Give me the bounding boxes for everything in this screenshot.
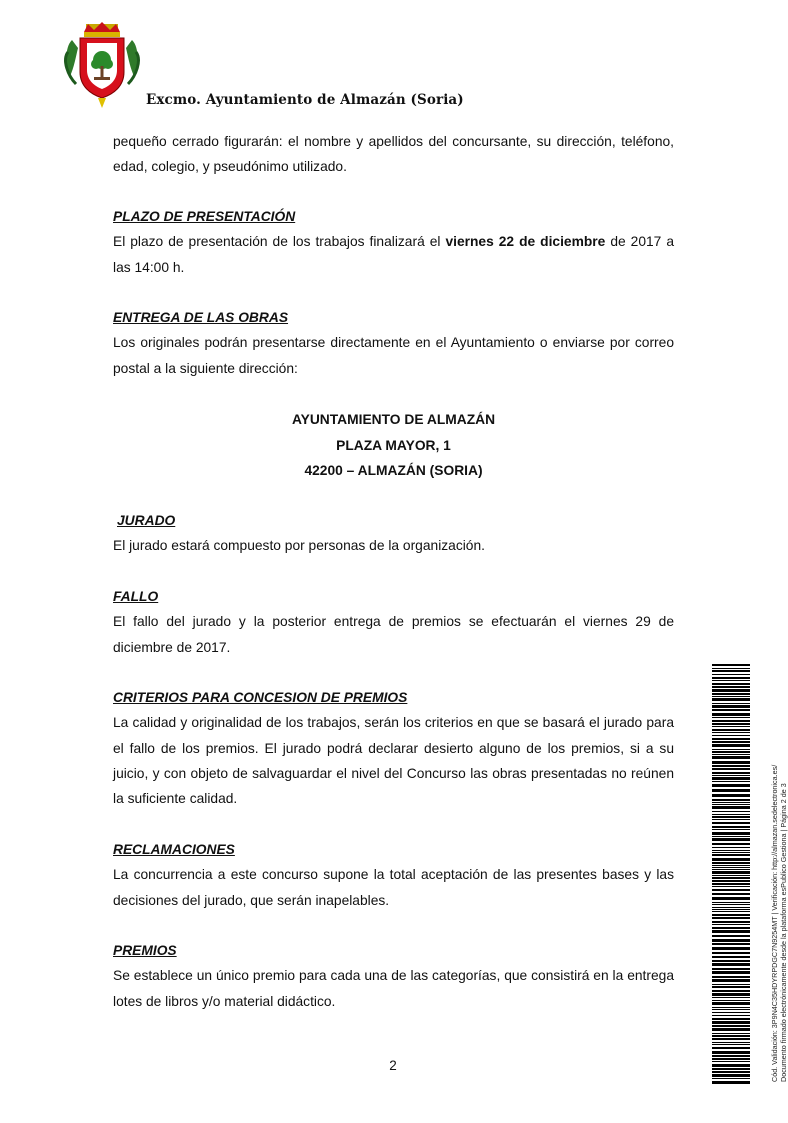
- section-criterios: [113, 685, 674, 811]
- section-text: La calidad y originalidad de los trabajos, serán los criterios en que se basará el jurado para el fallo de los premios. El jurado podrá declarar desierto alguno de los premios, si a su juicio, y con objeto de salvaguardar el nivel del Concurso las obras presentadas no reúnen la suficiente calidad.: [113, 715, 674, 807]
- intro-text: pequeño cerrado figurarán: el nombre y apellidos del concursante, su dirección, teléfono, edad, colegio, y pseudónimo utilizado.: [113, 134, 674, 175]
- section-text: Se establece un único premio para cada una de las categorías, que consistirá en la entrega lotes de libros y/o material didáctico.: [113, 968, 674, 1009]
- section-heading: RECLAMACIONES: [113, 842, 235, 857]
- section-plazo: [113, 204, 674, 280]
- section-reclamaciones: [113, 837, 674, 913]
- text-run: El plazo de presentación de los trabajos finalizará el: [113, 234, 446, 250]
- section-heading: PREMIOS: [113, 943, 177, 958]
- validation-line: Cód. Validación: 3P9N4C35HDYRPDGC7N9254MT | Verificación: http://almazan.sedelectronica.es/: [770, 764, 779, 1082]
- intro-paragraph: [113, 129, 674, 180]
- text-run: de 2017 a las 14:00 h.: [113, 234, 674, 275]
- address-line: AYUNTAMIENTO DE ALMAZÁN: [291, 412, 496, 427]
- page-number: 2: [389, 1058, 397, 1073]
- section-text: [113, 229, 674, 280]
- section-jurado: [113, 508, 674, 559]
- postal-address: [113, 407, 674, 484]
- section-heading: CRITERIOS PARA CONCESION DE PREMIOS: [113, 690, 408, 705]
- section-heading: PLAZO DE PRESENTACIÓN: [113, 209, 296, 224]
- validation-code-text: [770, 765, 788, 1082]
- section-fallo: [113, 584, 674, 660]
- address-line: 42200 – ALMAZÁN (SORIA): [304, 463, 483, 478]
- organization-name: Excmo. Ayuntamiento de Almazán (Soria): [146, 92, 464, 108]
- coat-of-arms-icon: [64, 22, 140, 108]
- section-heading: JURADO: [117, 513, 176, 528]
- validation-line: Documento firmado electrónicamente desde la plataforma esPublico Gestiona | Página 2 de 3: [779, 783, 788, 1082]
- section-heading: FALLO: [113, 589, 159, 604]
- section-premios: [113, 938, 674, 1014]
- address-line: PLAZA MAYOR, 1: [336, 437, 451, 453]
- section-text: El fallo del jurado y la posterior entrega de premios se efectuarán el viernes 29 de diciembre de 2017.: [113, 614, 674, 655]
- section-text: El jurado estará compuesto por personas de la organización.: [113, 538, 485, 554]
- deadline-date: viernes 22 de diciembre: [445, 234, 606, 250]
- section-text: La concurrencia a este concurso supone la total aceptación de las presentes bases y las decisiones del jurado, que serán inapelables.: [113, 867, 674, 908]
- section-text: Los originales podrán presentarse directamente en el Ayuntamiento o enviarse por correo postal a la siguiente dirección:: [113, 335, 674, 376]
- section-heading: ENTREGA DE LAS OBRAS: [113, 310, 289, 325]
- section-entrega: [113, 305, 674, 381]
- barcode-icon: [712, 664, 750, 1082]
